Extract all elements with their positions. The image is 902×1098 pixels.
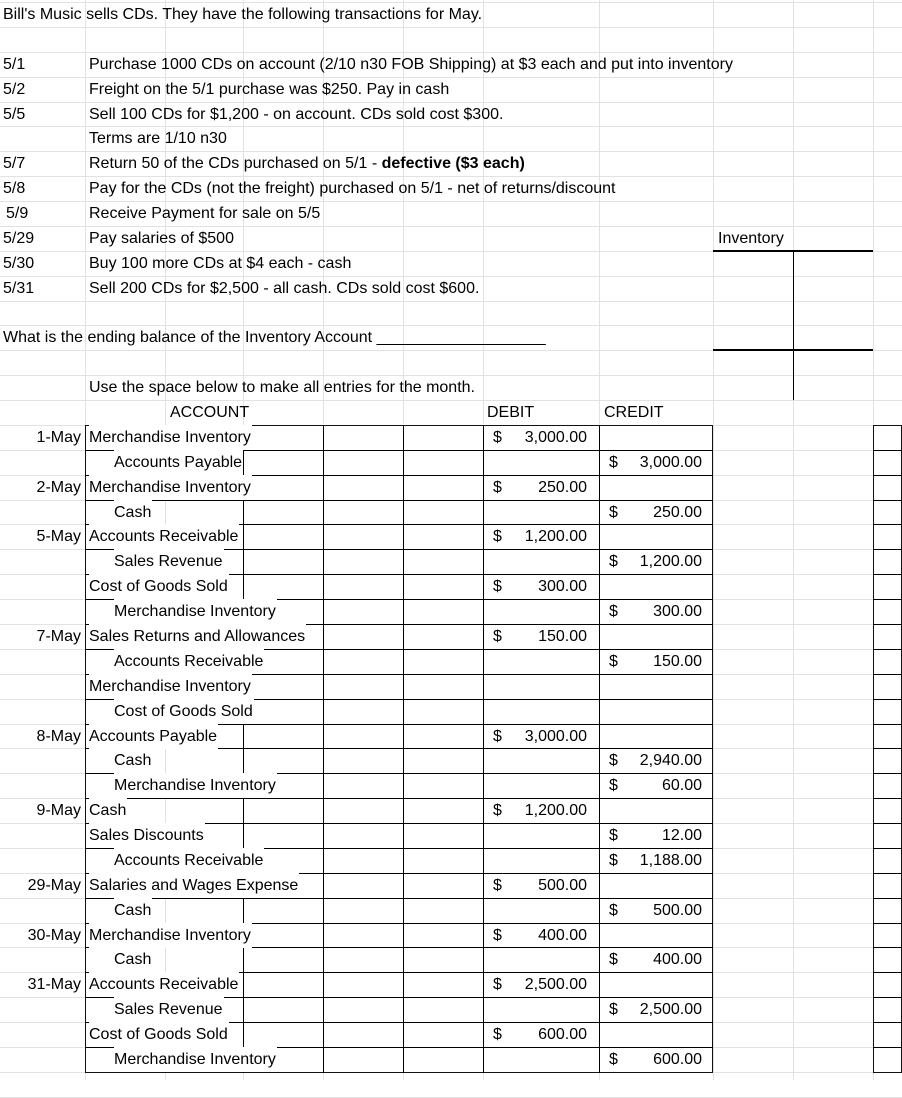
account-name: Accounts Receivable	[89, 972, 239, 997]
account-name: Cash	[114, 500, 152, 525]
credit-amount	[609, 549, 702, 574]
transaction-date: 5/1	[3, 55, 26, 73]
currency-symbol: $	[609, 752, 618, 770]
currency-symbol: $	[609, 603, 618, 621]
transaction-text: Terms are 1/10 n30	[89, 130, 227, 148]
currency-symbol: $	[493, 528, 502, 546]
journal-col-border	[483, 425, 484, 1073]
account-name: Sales Discounts	[89, 823, 205, 848]
journal-row-border	[873, 997, 902, 998]
currency-symbol: $	[609, 1001, 618, 1019]
credit-amount-value: 150.00	[653, 652, 702, 670]
account-name: Sales Revenue	[114, 997, 224, 1022]
journal-row-border	[873, 972, 902, 973]
debit-amount-value: 400.00	[538, 926, 587, 944]
journal-row-border	[873, 798, 902, 799]
journal-row-border	[873, 500, 902, 501]
account-name: Accounts Receivable	[89, 524, 239, 549]
intro-text: Bill's Music sells CDs. They have the following transactions for May.	[3, 6, 483, 23]
transaction-text: Receive Payment for sale on 5/5	[89, 205, 321, 223]
transaction-date: 5/5	[3, 105, 26, 123]
journal-row-border	[85, 798, 713, 799]
transaction-date: 5/2	[3, 80, 26, 98]
header-account: ACCOUNT	[170, 404, 250, 422]
journal-row-border	[873, 1047, 902, 1048]
journal-row-border	[873, 748, 902, 749]
debit-amount-value: 3,000.00	[524, 428, 587, 446]
currency-symbol: $	[493, 976, 502, 994]
currency-symbol: $	[493, 628, 502, 645]
journal-row-border	[873, 848, 902, 849]
credit-amount	[609, 450, 702, 475]
credit-amount-value: 3,000.00	[639, 453, 702, 471]
debit-amount-value: 2,500.00	[524, 976, 587, 994]
currency-symbol: $	[493, 578, 502, 596]
debit-amount	[493, 798, 587, 823]
journal-row-border	[873, 898, 902, 899]
entry-date: 1-May	[36, 428, 81, 446]
debit-amount	[493, 972, 587, 997]
account-name: Salaries and Wages Expense	[89, 873, 299, 898]
account-name: Accounts Payable	[89, 724, 218, 749]
journal-col-border	[403, 425, 404, 1073]
transaction-date: 5/31	[3, 279, 35, 297]
debit-amount	[493, 1022, 587, 1047]
transaction-bold-text: defective ($3 each)	[381, 155, 525, 173]
entry-date: 5-May	[36, 528, 81, 546]
credit-amount-value: 60.00	[661, 777, 702, 795]
grid-row-line	[0, 301, 902, 302]
account-name: Merchandise Inventory	[114, 599, 277, 624]
currency-symbol: $	[609, 503, 618, 521]
debit-amount	[493, 923, 587, 948]
debit-amount-value: 1,200.00	[524, 802, 587, 820]
header-credit: CREDIT	[604, 404, 664, 422]
currency-symbol: $	[609, 901, 618, 919]
account-name: Sales Revenue	[114, 549, 224, 574]
debit-amount	[493, 574, 587, 599]
account-name: Cost of Goods Sold	[89, 1022, 229, 1047]
currency-symbol: $	[493, 926, 502, 944]
entry-date: 9-May	[36, 802, 81, 820]
credit-amount-value: 400.00	[653, 951, 702, 969]
journal-row-border	[873, 823, 902, 824]
account-name: Merchandise Inventory	[114, 773, 277, 798]
transaction-date: 5/30	[3, 254, 35, 272]
currency-symbol: $	[609, 652, 618, 670]
debit-amount	[493, 724, 587, 749]
credit-amount-value: 500.00	[653, 901, 702, 919]
transaction-text: Freight on the 5/1 purchase was $250. Pay in cash	[89, 80, 450, 98]
entry-date: 29-May	[27, 876, 81, 894]
journal-col-border	[243, 425, 244, 1073]
credit-amount-value: 250.00	[653, 503, 702, 521]
credit-amount	[609, 748, 702, 773]
journal-row-border	[873, 1022, 902, 1023]
currency-symbol: $	[493, 876, 502, 894]
t-account-divider-lower	[793, 350, 794, 400]
account-name: Cash	[89, 798, 127, 823]
currency-symbol: $	[493, 1026, 502, 1044]
journal-row-border	[873, 923, 902, 924]
currency-symbol: $	[609, 851, 618, 869]
debit-amount	[493, 624, 587, 649]
journal-row-border	[873, 773, 902, 774]
transaction-date: 5/29	[3, 229, 35, 247]
currency-symbol: $	[609, 453, 618, 471]
transaction-text: Pay for the CDs (not the freight) purchased on 5/1 - net of returns/discount	[89, 180, 616, 198]
account-name: Cost of Goods Sold	[89, 574, 229, 599]
credit-amount	[609, 947, 702, 972]
journal-row-border	[873, 674, 902, 675]
account-name: Cash	[114, 898, 152, 923]
credit-amount-value: 2,940.00	[639, 752, 702, 770]
entry-date: 31-May	[27, 976, 81, 994]
transaction-date: 5/9	[6, 205, 29, 223]
account-name: Merchandise Inventory	[114, 1047, 277, 1072]
account-name: Sales Returns and Allowances	[89, 624, 306, 649]
transaction-text: Return 50 of the CDs purchased on 5/1 - defective ($3 each)	[89, 155, 525, 173]
currency-symbol: $	[493, 727, 502, 745]
journal-row-border	[873, 724, 902, 725]
transaction-text: Sell 100 CDs for $1,200 - on account. CDs sold cost $300.	[89, 105, 504, 123]
journal-row-border	[873, 624, 902, 625]
grid-row-line	[0, 27, 902, 28]
credit-amount	[609, 500, 702, 525]
credit-amount-value: 1,188.00	[639, 851, 702, 869]
currency-symbol: $	[609, 553, 618, 571]
credit-amount	[609, 997, 702, 1022]
debit-amount-value: 500.00	[538, 876, 587, 894]
account-name: Cash	[114, 947, 152, 972]
grid-col-line	[713, 0, 714, 1080]
account-name: Cash	[114, 748, 152, 773]
journal-col-border	[323, 425, 324, 1073]
credit-amount	[609, 599, 702, 624]
journal-row-border	[873, 599, 902, 600]
journal-col-border	[599, 425, 600, 1073]
account-name: Accounts Payable	[114, 450, 243, 475]
header-debit: DEBIT	[487, 404, 535, 422]
debit-amount-value: 300.00	[538, 578, 587, 596]
credit-amount	[609, 649, 702, 674]
journal-row-border	[873, 450, 902, 451]
account-name: Merchandise Inventory	[89, 674, 252, 699]
debit-amount-value: 3,000.00	[524, 727, 587, 745]
debit-amount	[493, 475, 587, 500]
debit-amount-value: 150.00	[538, 628, 587, 645]
debit-amount-value: 250.00	[538, 478, 587, 496]
account-name: Cost of Goods Sold	[114, 699, 254, 724]
currency-symbol: $	[609, 827, 618, 845]
transaction-text: Buy 100 more CDs at $4 each - cash	[89, 254, 352, 272]
transaction-text: Purchase 1000 CDs on account (2/10 n30 FOB Shipping) at $3 each and put into inventory	[89, 55, 733, 73]
credit-amount-value: 12.00	[661, 827, 702, 845]
currency-symbol: $	[609, 1050, 618, 1068]
currency-symbol: $	[493, 802, 502, 820]
transaction-date: 5/8	[3, 180, 26, 198]
debit-amount	[493, 425, 587, 450]
credit-amount	[609, 823, 702, 848]
credit-amount-value: 600.00	[653, 1050, 702, 1068]
currency-symbol: $	[609, 777, 618, 795]
account-name: Accounts Receivable	[114, 848, 264, 873]
transaction-text: Sell 200 CDs for $2,500 - all cash. CDs sold cost $600.	[89, 279, 480, 297]
credit-amount-value: 2,500.00	[639, 1001, 702, 1019]
journal-row-border	[873, 699, 902, 700]
account-name: Merchandise Inventory	[89, 475, 252, 500]
t-account-title: Inventory	[718, 229, 784, 247]
credit-amount	[609, 1047, 702, 1072]
account-name: Accounts Receivable	[114, 649, 264, 674]
instructions-text: Use the space below to make all entries for the month.	[89, 379, 475, 397]
journal-row-border	[873, 524, 902, 525]
account-name: Merchandise Inventory	[89, 923, 252, 948]
debit-amount-value: 600.00	[538, 1026, 587, 1044]
journal-row-border	[873, 475, 902, 476]
entry-date: 30-May	[27, 926, 81, 944]
grid-row-line	[0, 400, 902, 401]
journal-row-border	[873, 873, 902, 874]
t-account-divider	[793, 251, 794, 351]
grid-col-line	[793, 0, 794, 1080]
currency-symbol: $	[493, 478, 502, 496]
debit-amount	[493, 524, 587, 549]
journal-row-border	[873, 947, 902, 948]
credit-amount	[609, 898, 702, 923]
credit-amount-value: 1,200.00	[639, 553, 702, 571]
currency-symbol: $	[493, 428, 502, 446]
credit-amount	[609, 848, 702, 873]
journal-row-border	[873, 574, 902, 575]
credit-amount	[609, 773, 702, 798]
entry-date: 7-May	[36, 628, 81, 645]
account-name: Merchandise Inventory	[89, 425, 252, 450]
currency-symbol: $	[609, 951, 618, 969]
debit-amount	[493, 873, 587, 898]
transaction-text: Pay salaries of $500	[89, 229, 234, 247]
credit-amount-value: 300.00	[653, 603, 702, 621]
transaction-date: 5/7	[3, 155, 26, 173]
debit-amount-value: 1,200.00	[524, 528, 587, 546]
journal-row-border	[873, 549, 902, 550]
entry-date: 8-May	[36, 727, 81, 745]
question-text: What is the ending balance of the Inventory Account ___________________	[3, 329, 546, 347]
journal-row-border	[873, 649, 902, 650]
entry-date: 2-May	[36, 478, 81, 496]
